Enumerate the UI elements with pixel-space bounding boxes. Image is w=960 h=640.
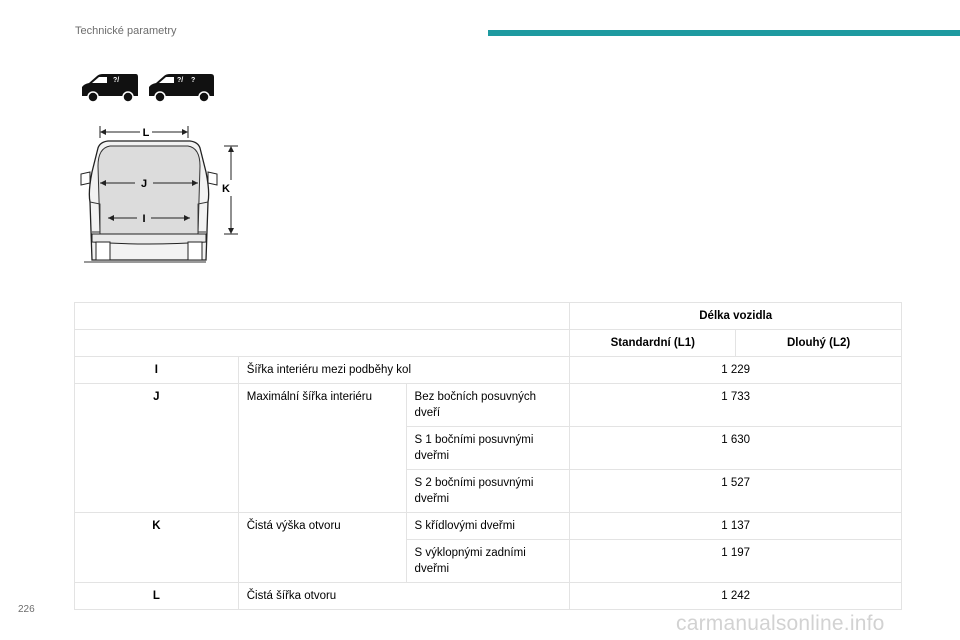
table-row bbox=[75, 513, 902, 540]
table-row bbox=[75, 583, 902, 610]
table-row bbox=[75, 427, 902, 470]
table-row bbox=[75, 357, 902, 384]
van-short-icon bbox=[82, 74, 138, 102]
dimension-value: 1 197 bbox=[570, 540, 902, 583]
svg-text:?: ? bbox=[191, 77, 196, 84]
dimension-value: 1 733 bbox=[570, 384, 902, 427]
dimension-description: Čistá výška otvoru bbox=[238, 513, 406, 540]
table-header-empty bbox=[75, 303, 570, 330]
dimension-value: 1 630 bbox=[570, 427, 902, 470]
dimension-description-cont bbox=[238, 427, 406, 470]
dimension-variant: S výklopnými zadními dveřmi bbox=[406, 540, 570, 583]
dimension-value: 1 242 bbox=[570, 583, 902, 610]
dimension-label-k: K bbox=[222, 183, 230, 195]
dimension-value: 1 229 bbox=[570, 357, 902, 384]
page-header-title: Technické parametry bbox=[75, 25, 177, 37]
van-long-icon bbox=[149, 74, 214, 102]
standard-length-header: Standardní (L1) bbox=[570, 330, 736, 357]
table-row bbox=[75, 540, 902, 583]
van-silhouettes-icon bbox=[80, 72, 216, 104]
dimension-code: J bbox=[75, 384, 239, 427]
dimension-description: Maximální šířka interiéru bbox=[238, 384, 406, 427]
dimension-code-cont bbox=[75, 470, 239, 513]
vehicle-length-header: Délka vozidla bbox=[570, 303, 902, 330]
dimension-value: 1 527 bbox=[570, 470, 902, 513]
dimension-value: 1 137 bbox=[570, 513, 902, 540]
dimension-description: Šířka interiéru mezi podběhy kol bbox=[238, 357, 570, 384]
interior-dimensions-table bbox=[74, 302, 902, 610]
dimension-variant: S 1 bočními posuvnými dveřmi bbox=[406, 427, 570, 470]
dimension-variant: S 2 bočními posuvnými dveřmi bbox=[406, 470, 570, 513]
dimension-label-j: J bbox=[140, 178, 148, 190]
dimension-code-cont bbox=[75, 540, 239, 583]
dimension-label-i: I bbox=[142, 213, 146, 225]
svg-text:?/: ?/ bbox=[177, 77, 184, 84]
dimension-code: L bbox=[75, 583, 239, 610]
svg-text:?/: ?/ bbox=[113, 77, 120, 84]
table-row bbox=[75, 470, 902, 513]
dimension-description-cont bbox=[238, 540, 406, 583]
dimension-label-l: L bbox=[142, 127, 150, 139]
dimension-description-cont bbox=[238, 470, 406, 513]
table-subheader-row bbox=[75, 330, 902, 357]
van-rear-dimension-diagram bbox=[78, 122, 244, 268]
dimension-code-cont bbox=[75, 427, 239, 470]
table-row bbox=[75, 384, 902, 427]
dimension-variant: Bez bočních posuvných dveří bbox=[406, 384, 570, 427]
watermark: carmanualsonline.info bbox=[676, 612, 885, 635]
table-header-row bbox=[75, 303, 902, 330]
table-subheader-empty bbox=[75, 330, 570, 357]
long-length-header: Dlouhý (L2) bbox=[736, 330, 902, 357]
dimension-variant: S křídlovými dveřmi bbox=[406, 513, 570, 540]
header-accent-bar bbox=[488, 30, 960, 36]
dimension-code: K bbox=[75, 513, 239, 540]
dimension-code: I bbox=[75, 357, 239, 384]
dimension-description: Čistá šířka otvoru bbox=[238, 583, 570, 610]
page-number: 226 bbox=[18, 604, 35, 615]
